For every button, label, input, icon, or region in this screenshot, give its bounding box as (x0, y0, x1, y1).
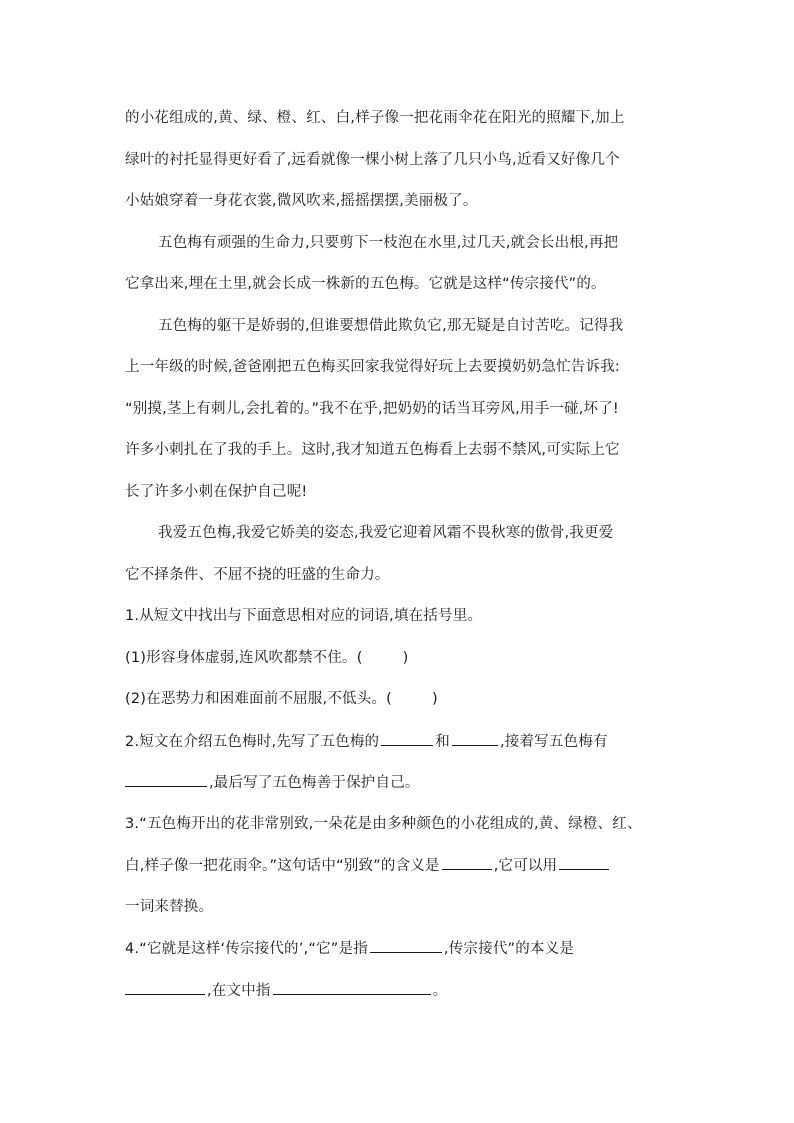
question-text: ) (432, 691, 438, 707)
question-text: 4.“它就是这样‘传宗接代的’,“它”是指 (125, 941, 368, 957)
question-text: 白,样子像一把花雨伞。”这句话中“别致”的含义是 (125, 858, 440, 874)
question-text: (2)在恶势力和困难面前不屈服,不低头。( (125, 691, 393, 707)
question-2-line-2 (125, 772, 420, 793)
question-2-line-1 (125, 731, 608, 752)
passage-line: 五色梅有顽强的生命力,只要剪下一枝泡在水里,过几天,就会长出根,再把 (158, 235, 619, 251)
passage-line: 小姑娘穿着一身花衣裳,微风吹来,摇摇摆摆,美丽极了。 (125, 193, 478, 209)
passage-line: “别摸,茎上有刺儿,会扎着的。”我不在乎,把奶奶的话当耳旁风,用手一碰,坏了! (125, 401, 619, 417)
passage-line: 它不择条件、不屈不挠的旺盛的生命力。 (125, 567, 390, 583)
question-1-prompt: 1.从短文中找出与下面意思相对应的词语,填在括号里。 (125, 608, 483, 624)
answer-blank[interactable] (442, 855, 492, 870)
question-text: ,传宗接代”的本义是 (443, 941, 575, 957)
question-text: (1)形容身体虚弱,连风吹都禁不住。( (125, 650, 363, 666)
question-text: 和 (435, 734, 450, 750)
answer-blank[interactable] (559, 855, 609, 870)
passage-line: 绿叶的衬托显得更好看了,远看就像一棵小树上落了几只小鸟,近看又好像几个 (125, 152, 620, 168)
passage-line: 它拿出来,埋在土里,就会长成一株新的五色梅。它就是这样“传宗接代”的。 (125, 276, 606, 292)
question-4-line-2 (125, 980, 447, 1001)
question-1-item-2 (125, 689, 438, 709)
answer-blank[interactable] (125, 980, 205, 995)
passage-line: 我爱五色梅,我爱它娇美的姿态,我爱它迎着风霜不畏秋寒的傲骨,我更爱 (158, 525, 614, 541)
question-text: ,最后写了五色梅善于保护自己。 (209, 775, 420, 791)
answer-blank[interactable] (370, 938, 442, 953)
answer-blank[interactable] (125, 772, 207, 787)
question-3-line-1: 3.“五色梅开出的花非常别致,一朵花是由多种颜色的小花组成的,黄、绿橙、红、 (125, 816, 642, 832)
passage-line: 许多小刺扎在了我的手上。这时,我才知道五色梅看上去弱不禁风,可实际上它 (125, 442, 620, 458)
passage-line: 上一年级的时候,爸爸刚把五色梅买回家我觉得好玩上去要摸奶奶急忙告诉我: (125, 359, 620, 375)
question-text: ,接着写五色梅有 (499, 734, 608, 750)
question-text: ,它可以用 (493, 858, 558, 874)
answer-blank[interactable] (452, 731, 498, 746)
question-text: ,在文中指 (207, 983, 271, 999)
question-4-line-1 (125, 938, 574, 959)
passage-line: 的小花组成的,黄、绿、橙、红、白,样子像一把花雨伞花在阳光的照耀下,加上 (125, 110, 625, 126)
question-1-item-1 (125, 648, 408, 668)
answer-blank[interactable] (381, 731, 433, 746)
question-text: ) (402, 650, 409, 666)
passage-line: 五色梅的躯干是娇弱的,但谁要想借此欺负它,那无疑是自讨苦吃。记得我 (158, 318, 624, 334)
question-3-line-2 (125, 855, 611, 876)
question-3-line-3: 一词来替换。 (125, 899, 214, 915)
question-text: 。 (432, 983, 448, 999)
passage-line: 长了许多小刺在保护自己呢! (125, 484, 308, 500)
answer-blank[interactable] (273, 980, 431, 995)
question-text: 2.短文在介绍五色梅时,先写了五色梅的 (125, 734, 380, 750)
